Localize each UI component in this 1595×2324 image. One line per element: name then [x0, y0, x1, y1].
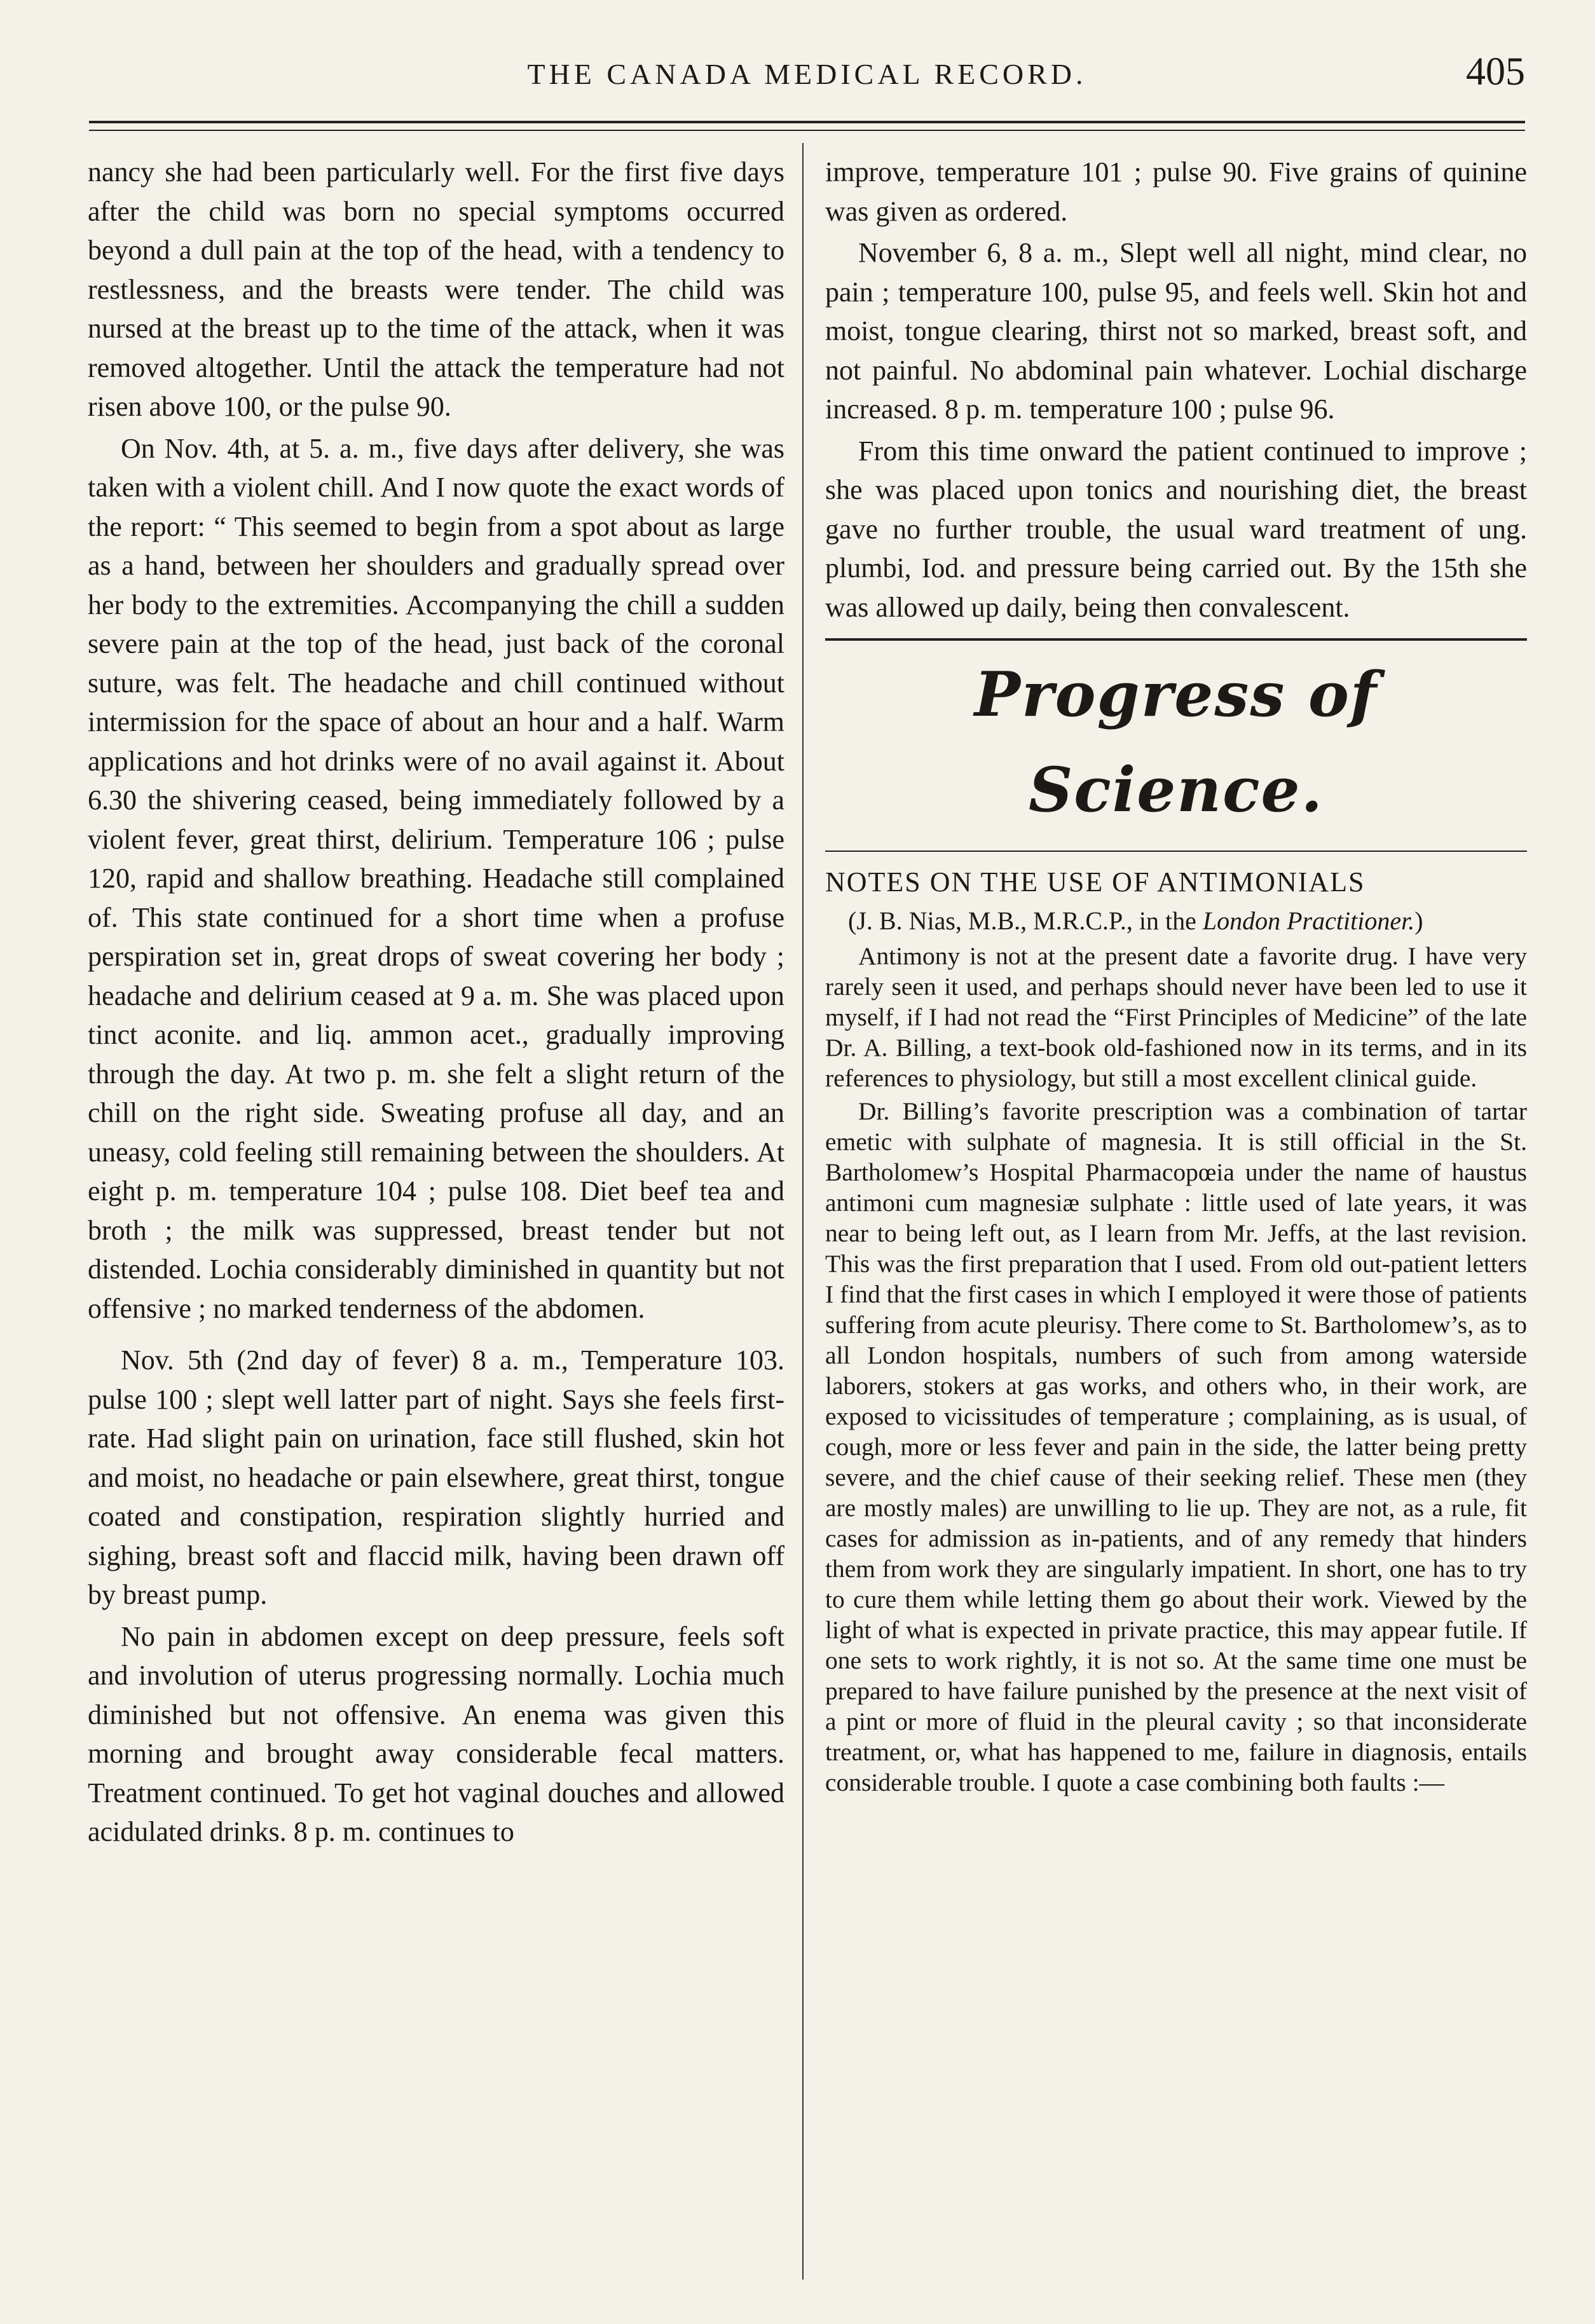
- header-rule-thick: [89, 121, 1525, 123]
- right-paragraph-1: improve, temperature 101 ; pulse 90. Five grains of quinine was given as ordered.: [825, 156, 1527, 227]
- article-paragraph-2: Dr. Billing’s favorite prescription was a combination of tartar emetic with sulphate of magnesia. It is still official in the St. Bartholomew’s Hospital Pharmacopœia under the name of haustus antimoni cum magnesiæ sulphate : little used of late years, it was near to being left out, as I learn from Mr. Jeffs, at the last revision. This was the first preparation that I used. From old out-patient letters I find that the first cases in which I employed it were those of patients suffering from acute pleurisy. There come to St. Bartholomew’s, as to all London hospitals, numbers of such from among waterside laborers, stokers at gas works, and others who, in their work, are exposed to vicissitudes of temperature ; complaining, as is usual, of cough, more or less fever and pain in the side, the latter being pretty severe, and the chief cause of their seeking relief. These men (they are mostly males) are unwilling to lie up. They are not, as a rule, fit cases for admission as in-patients, and of any remedy that hinders them from work they are singularly impatient. In short, one has to try to cure them while letting them go about their work. Viewed by the light of what is expected in private practice, this may appear futile. If one sets to work rightly, it is not so. At the same time one must be prepared to have failure punished by the presence at the next visit of a pint or more of fluid in the pleural cavity ; so that inconsiderate treatment, or, what has happened to me, failure in diagnosis, entails considerable trouble. I quote a case combining both faults :—: [825, 1097, 1527, 1796]
- byline-text: (J. B. Nias, M.B., M.R.C.P., in the: [848, 906, 1203, 935]
- article-byline: [825, 904, 1527, 938]
- byline-close: ): [1414, 906, 1423, 935]
- left-paragraph-2: On Nov. 4th, at 5. a. m., five days after delivery, she was taken with a violent chill. And I now quote the exact words of the report: “ This seemed to begin from a spot about as large as a hand, between her shoulders and gradually spread over her body to the extremities. Accompanying the chill a sudden severe pain at the top of the head, just back of the coronal suture, was felt. The headache and chill continued without intermission for the space of about an hour and a half. Warm applications and hot drinks were of no avail against it. About 6.30 the shivering ceased, being immediately followed by a violent fever, great thirst, delirium. Temperature 106 ; pulse 120, rapid and shallow breathing. Headache still complained of. This state continued for a short time when a profuse perspiration set in, great drops of sweat covering her body ; headache and delirium ceased at 9 a. m. She was placed upon tinct aconite. and liq. ammon acet., gradually improving through the day. At two p. m. she felt a slight return of the chill on the right side. Sweating profuse all day, and an uneasy, cold feeling still remaining between the shoulders. At eight p. m. temperature 104 ; pulse 108. Diet beef tea and broth ; the milk was suppressed, breast tender but not distended. Lochia considerably diminished in quantity but not offensive ; no marked tenderness of the abdomen.: [88, 432, 784, 1324]
- column-divider: [802, 143, 804, 2280]
- right-paragraph-2: November 6, 8 a. m., Slept well all night, mind clear, no pain ; temperature 100, pulse 95, and feels well. Skin hot and moist, tongue clearing, thirst not so marked, breast soft, and not painful. No abdominal pain whatever. Lochial discharge increased. 8 p. m. temperature 100 ; pulse 96.: [825, 237, 1527, 425]
- byline-source: London Practitioner.: [1202, 906, 1415, 935]
- left-column: [88, 153, 784, 2286]
- left-paragraph-3: Nov. 5th (2nd day of fever) 8 a. m., Temperature 103. pulse 100 ; slept well latter part of night. Says she feels first-rate. Had slight pain on urination, face still flushed, skin hot and moist, no headache or pain elsewhere, great thirst, tongue coated and constipation, respiration slightly hurried and sighing, breast soft and flaccid milk, having been drawn off by breast pump.: [88, 1344, 784, 1610]
- article: [825, 863, 1527, 1798]
- section-heading: Progress of Science.: [974, 659, 1378, 826]
- header-rule-thin: [89, 130, 1525, 131]
- case-report-conclusion: [825, 153, 1527, 627]
- running-title: THE CANADA MEDICAL RECORD.: [527, 58, 1087, 90]
- running-header: [89, 50, 1525, 107]
- right-column: [825, 153, 1527, 2286]
- section-rule-lower: [825, 851, 1527, 852]
- page-number: 405: [1466, 50, 1525, 93]
- right-paragraph-3: From this time onward the patient continued to improve ; she was placed upon tonics and nourishing diet, the breast gave no further trouble, the usual ward treatment of ung. plumbi, Iod. and pressure being carried out. By the 15th she was allowed up daily, being then convalescent.: [825, 435, 1527, 623]
- section-rule: [825, 638, 1527, 641]
- article-paragraph-1: Antimony is not at the present date a favorite drug. I have very rarely seen it used, and perhaps should never have been led to use it myself, if I had not read the “First Principles of Medicine” of the late Dr. A. Billing, a text-book old-fashioned now in its terms, and in its references to physiology, but still a most excellent clinical guide.: [825, 942, 1527, 1092]
- article-title: NOTES ON THE USE OF ANTIMONIALS: [825, 866, 1366, 898]
- left-paragraph-1: nancy she had been particularly well. For the first five days after the child was born no special symptoms occurred beyond a dull pain at the top of the head, with a tendency to restlessness, and the breasts were tender. The child was nursed at the breast up to the time of the attack, when it was removed altogether. Until the attack the temperature had not risen above 100, or the pulse 90.: [88, 156, 784, 422]
- left-paragraph-4: No pain in abdomen except on deep pressure, feels soft and involution of uterus progressing normally. Lochia much diminished but not offensive. An enema was given this morning and brought away considerable fecal matters. Treatment continued. To get hot vaginal douches and allowed acidulated drinks. 8 p. m. continues to: [88, 1620, 784, 1847]
